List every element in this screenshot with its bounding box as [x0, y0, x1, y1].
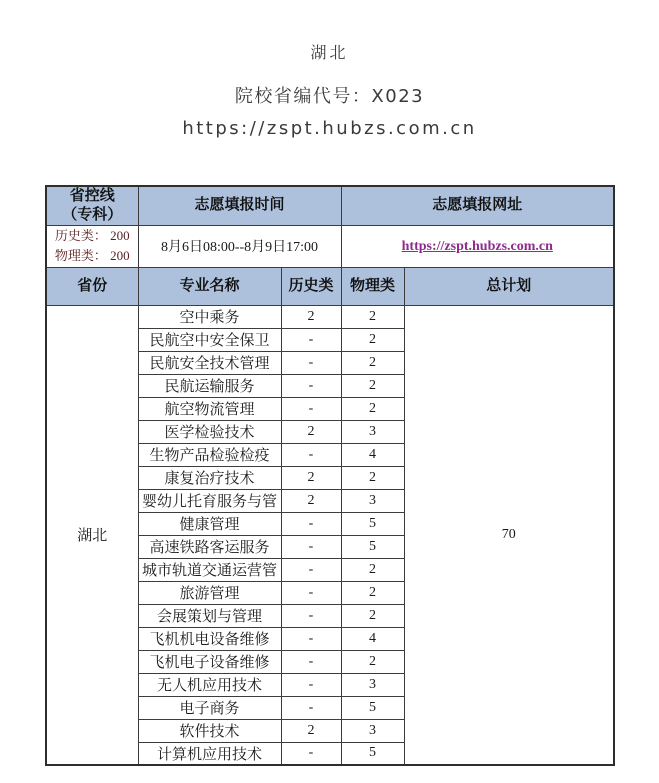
- site-link-cell: [341, 225, 614, 267]
- info-table-head: [46, 186, 614, 305]
- major-name-cell: 民航安全技术管理: [138, 351, 281, 374]
- history-count-cell: 2: [281, 420, 341, 443]
- major-name-cell: 航空物流管理: [138, 397, 281, 420]
- history-count-cell: -: [281, 328, 341, 351]
- major-name-cell: 电子商务: [138, 696, 281, 719]
- site-header-cell: 志愿填报网址: [341, 186, 614, 225]
- major-name-cell: 城市轨道交通运营管: [138, 558, 281, 581]
- plan-table-body: [46, 305, 614, 765]
- history-count-cell: -: [281, 742, 341, 765]
- physics-count-cell: 2: [341, 558, 404, 581]
- history-count-cell: -: [281, 374, 341, 397]
- physics-count-cell: 2: [341, 305, 404, 328]
- physics-count-cell: 2: [341, 604, 404, 627]
- physics-count-cell: 5: [341, 742, 404, 765]
- history-count-cell: -: [281, 581, 341, 604]
- major-name-cell: 无人机应用技术: [138, 673, 281, 696]
- major-name-cell: 飞机电子设备维修: [138, 650, 281, 673]
- physics-count-cell: 3: [341, 420, 404, 443]
- history-count-cell: -: [281, 535, 341, 558]
- major-name-cell: 计算机应用技术: [138, 742, 281, 765]
- site-link[interactable]: https://zspt.hubzs.com.cn: [401, 239, 553, 254]
- physics-count-cell: 2: [341, 351, 404, 374]
- time-value-cell: 8月6日08:00--8月9日17:00: [138, 225, 341, 267]
- history-count-cell: 2: [281, 719, 341, 742]
- time-header-cell: 志愿填报时间: [138, 186, 341, 225]
- control-line-sublabel: （专科）: [62, 206, 123, 223]
- physics-count-cell: 3: [341, 489, 404, 512]
- physics-count-cell: 2: [341, 650, 404, 673]
- total-plan-cell: 70: [404, 305, 614, 765]
- major-name-cell: 康复治疗技术: [138, 466, 281, 489]
- control-line-header-cell: [46, 186, 138, 225]
- major-name-cell: 民航空中安全保卫: [138, 328, 281, 351]
- history-count-cell: -: [281, 604, 341, 627]
- physics-count-cell: 2: [341, 374, 404, 397]
- major-name-cell: 医学检验技术: [138, 420, 281, 443]
- physics-control-line: 物理类： 200: [54, 248, 130, 263]
- school-code-line: 院校省编代号：X023: [234, 86, 425, 107]
- major-name-cell: 旅游管理: [138, 581, 281, 604]
- history-count-cell: 2: [281, 305, 341, 328]
- history-count-cell: -: [281, 673, 341, 696]
- major-name-cell: 飞机机电设备维修: [138, 627, 281, 650]
- history-control-line: 历史类： 200: [54, 227, 130, 243]
- page-title: 湖北: [310, 43, 349, 62]
- table-row: [46, 305, 614, 328]
- col-header-total: 总计划: [404, 267, 614, 305]
- site-url-line: https://zspt.hubzs.com.cn: [182, 118, 477, 139]
- physics-count-cell: 5: [341, 512, 404, 535]
- major-name-cell: 会展策划与管理: [138, 604, 281, 627]
- physics-count-cell: 4: [341, 627, 404, 650]
- major-name-cell: 空中乘务: [138, 305, 281, 328]
- history-count-cell: -: [281, 351, 341, 374]
- history-count-cell: -: [281, 397, 341, 420]
- physics-count-cell: 5: [341, 696, 404, 719]
- physics-count-cell: 3: [341, 719, 404, 742]
- control-line-values-cell: [46, 225, 138, 267]
- physics-count-cell: 2: [341, 397, 404, 420]
- major-name-cell: 软件技术: [138, 719, 281, 742]
- col-header-province: 省份: [46, 267, 138, 305]
- physics-count-cell: 4: [341, 443, 404, 466]
- history-count-cell: 2: [281, 489, 341, 512]
- physics-count-cell: 2: [341, 466, 404, 489]
- physics-count-cell: 3: [341, 673, 404, 696]
- admission-plan-table: [45, 185, 615, 766]
- col-header-physics: 物理类: [341, 267, 404, 305]
- history-count-cell: -: [281, 443, 341, 466]
- province-cell: 湖北: [46, 305, 138, 765]
- major-name-cell: 健康管理: [138, 512, 281, 535]
- history-count-cell: -: [281, 627, 341, 650]
- major-name-cell: 生物产品检验检疫: [138, 443, 281, 466]
- physics-count-cell: 5: [341, 535, 404, 558]
- major-name-cell: 婴幼儿托育服务与管: [138, 489, 281, 512]
- control-line-label: 省控线: [69, 188, 115, 204]
- major-name-cell: 民航运输服务: [138, 374, 281, 397]
- history-count-cell: 2: [281, 466, 341, 489]
- history-count-cell: -: [281, 558, 341, 581]
- physics-count-cell: 2: [341, 581, 404, 604]
- history-count-cell: -: [281, 512, 341, 535]
- history-count-cell: -: [281, 650, 341, 673]
- physics-count-cell: 2: [341, 328, 404, 351]
- major-name-cell: 高速铁路客运服务: [138, 535, 281, 558]
- history-count-cell: -: [281, 696, 341, 719]
- col-header-major: 专业名称: [138, 267, 281, 305]
- col-header-history: 历史类: [281, 267, 341, 305]
